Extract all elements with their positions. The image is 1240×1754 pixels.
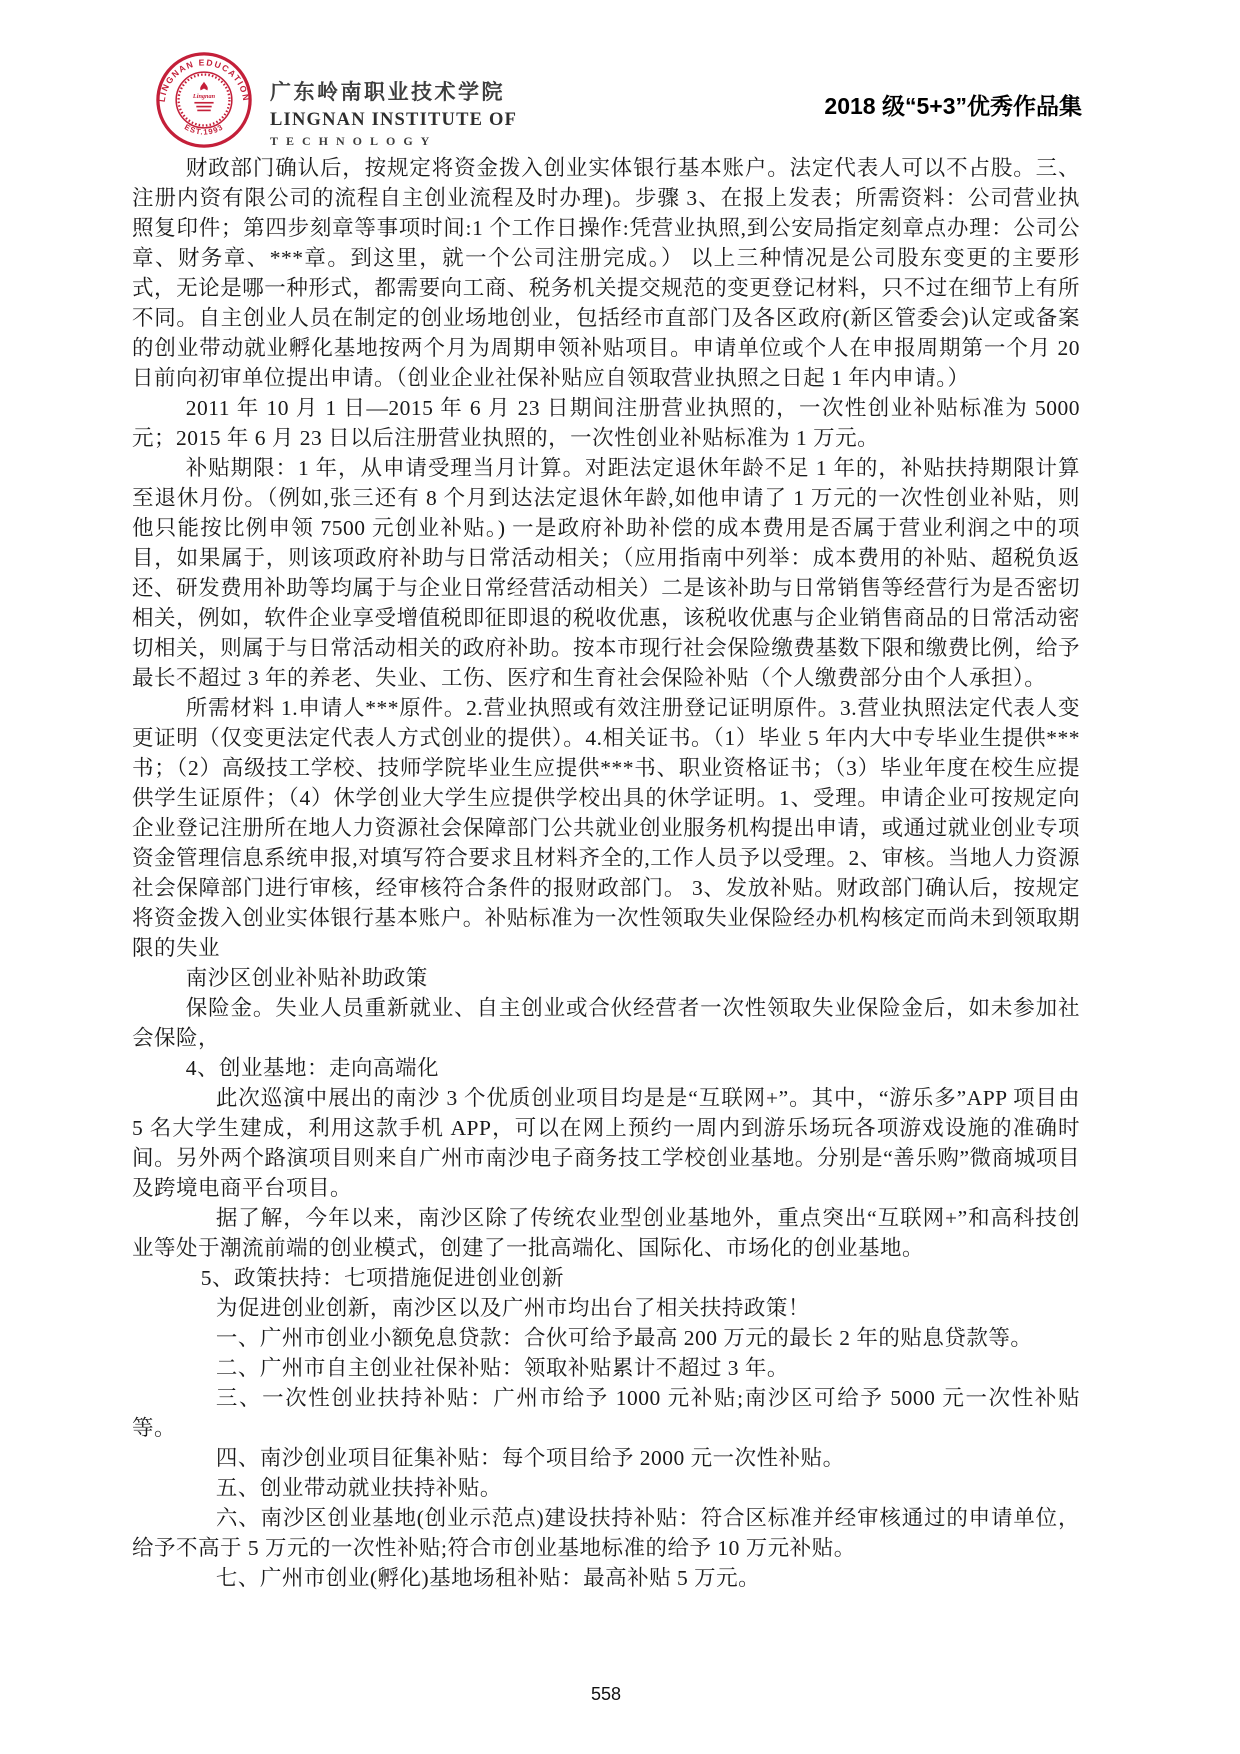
logo-ring-text-top: LINGNAN EDUCATION — [156, 57, 252, 103]
collection-title: 2018 级“5+3”优秀作品集 — [824, 93, 1082, 119]
page-number: 558 — [590, 1684, 622, 1704]
school-name-en-line1: LINGNAN INSTITUTE OF — [270, 110, 518, 130]
school-name-block — [270, 76, 517, 149]
seal-text-line — [194, 102, 213, 104]
paragraph: 二、广州市自主创业社保补贴：领取补贴累计不超过 3 年。 — [215, 1356, 789, 1380]
school-name-cn: 广东岭南职业技术学院 — [270, 81, 505, 104]
school-name-en-line2: TECHNOLOGY — [270, 134, 438, 148]
paragraph: 四、南沙创业项目征集补贴：每个项目给予 2000 元一次性补贴。 — [215, 1446, 845, 1470]
paragraph: 为促进创业创新，南沙区以及广州市均出台了相关扶持政策！ — [215, 1296, 810, 1320]
paragraph: 六、南沙区创业基地(创业示范点)建设扶持补贴：符合区标准并经审核通过的申请单位，给予不高于 5 万元的一次性补贴;符合市创业基地标准的给予 10 万元补贴。 — [132, 1506, 1080, 1560]
paragraph: 一、广州市创业小额免息贷款：合伙可给予最高 200 万元的最长 2 年的贴息贷款等。 — [215, 1326, 1033, 1350]
paragraph: 4、创业基地：走向高端化 — [185, 1056, 440, 1080]
paragraph: 5、政策扶持：七项措施促进创业创新 — [200, 1266, 565, 1290]
document-body — [132, 153, 1080, 1593]
seal-text-line — [196, 106, 211, 108]
seal-center-text: Lingnan — [192, 93, 216, 101]
paragraph: 五、创业带动就业扶持补贴。 — [215, 1476, 502, 1500]
paragraph: 补贴期限：1 年，从申请受理当月计算。对距法定退休年龄不足 1 年的，补贴扶持期限计算至退休月份。（例如,张三还有 8 个月到达法定退休年龄,如他申请了 1 万元的一次性创业补贴，则他只能按比例申领 7500 元创业补贴。) 一是政府补助补偿的成本费用是否属于营业利润之中的项目，如果属于，则该项政府补助与日常活动相关；（应用指南中列举：成本费用的补贴、超税负返还、研发费用补助等均属于与企业日常经营活动相关）二是该补助与日常销售等经营行为是否密切相关，例如，软件企业享受增值税即征即退的税收优惠，该税收优惠与企业销售商品的日常活动密切相关，则属于与日常活动相关的政府补助。按本市现行社会保险缴费基数下限和缴费比例，给予最长不超过 3 年的养老、失业、工伤、医疗和生育社会保险补贴（个人缴费部分由个人承担）。 — [132, 456, 1080, 690]
paragraph: 七、广州市创业(孵化)基地场租补贴：最高补贴 5 万元。 — [215, 1566, 761, 1590]
seal-crest-icon — [200, 82, 208, 91]
paragraph: 此次巡演中展出的南沙 3 个优质创业项目均是是“互联网+”。其中，“游乐多”APP 项目由 5 名大学生建成，利用这款手机 APP，可以在网上预约一周内到游乐场玩各项游戏设施的准确时间。另外两个路演项目则来自广州市南沙电子商务技工学校创业基地。分别是“善乐购”微商城项目及跨境电商平台项目。 — [132, 1086, 1080, 1200]
page-header — [0, 0, 1240, 150]
paragraph: 三、一次性创业扶持补贴：广州市给予 1000 元补贴;南沙区可给予 5000 元一次性补贴等。 — [132, 1386, 1080, 1440]
page-footer — [132, 1684, 1080, 1705]
paragraph: 所需材料 1.申请人***原件。2.营业执照或有效注册登记证明原件。3.营业执照法定代表人变更证明（仅变更法定代表人方式创业的提供）。4.相关证书。（1）毕业 5 年内大中专毕业生提供***书；（2）高级技工学校、技师学院毕业生应提供***书、职业资格证书；（3）毕业年度在校生应提供学生证原件；（4）休学创业大学生应提供学校出具的休学证明。1、受理。申请企业可按规定向企业登记注册所在地人力资源社会保障部门公共就业创业服务机构提出申请，或通过就业创业专项资金管理信息系统申报,对填写符合要求且材料齐全的,工作人员予以受理。2、审核。当地人力资源社会保障部门进行审核，经审核符合条件的报财政部门。 3、发放补贴。财政部门确认后，按规定将资金拨入创业实体银行基本账户。补贴标准为一次性领取失业保险经办机构核定而尚未到领取期限的失业 — [132, 696, 1080, 960]
paragraph: 南沙区创业补贴补助政策 — [185, 966, 428, 990]
logo-ring-text-bottom: EST.1993 — [182, 122, 226, 137]
paragraph: 2011 年 10 月 1 日—2015 年 6 月 23 日期间注册营业执照的，一次性创业补贴标准为 5000 元；2015 年 6 月 23 日以后注册营业执照的，一次性创业补贴标准为 1 万元。 — [132, 396, 1080, 450]
school-seal-logo — [156, 52, 252, 148]
paragraph: 据了解，今年以来，南沙区除了传统农业型创业基地外，重点突出“互联网+”和高科技创业等处于潮流前端的创业模式，创建了一批高端化、国际化、市场化的创业基地。 — [132, 1206, 1080, 1260]
paragraph: 财政部门确认后，按规定将资金拨入创业实体银行基本账户。法定代表人可以不占股。三、注册内资有限公司的流程自主创业流程及时办理)。步骤 3、在报上发表；所需资料：公司营业执照复印件；第四步刻章等事项时间:1 个工作日操作:凭营业执照,到公安局指定刻章点办理：公司公章、财务章、***章。到这里，就一个公司注册完成。） 以上三种情况是公司股东变更的主要形式，无论是哪一种形式，都需要向工商、税务机关提交规范的变更登记材料，只不过在细节上有所不同。自主创业人员在制定的创业场地创业，包括经市直部门及各区政府(新区管委会)认定或备案的创业带动就业孵化基地按两个月为周期申领补贴项目。申请单位或个人在申报周期第一个月 20 日前向初审单位提出申请。（创业企业社保补贴应自领取营业执照之日起 1 年内申请。） — [132, 156, 1080, 390]
seal-text-line — [197, 110, 210, 112]
paragraph: 保险金。失业人员重新就业、自主创业或合伙经营者一次性领取失业保险金后，如未参加社会保险， — [132, 996, 1080, 1050]
